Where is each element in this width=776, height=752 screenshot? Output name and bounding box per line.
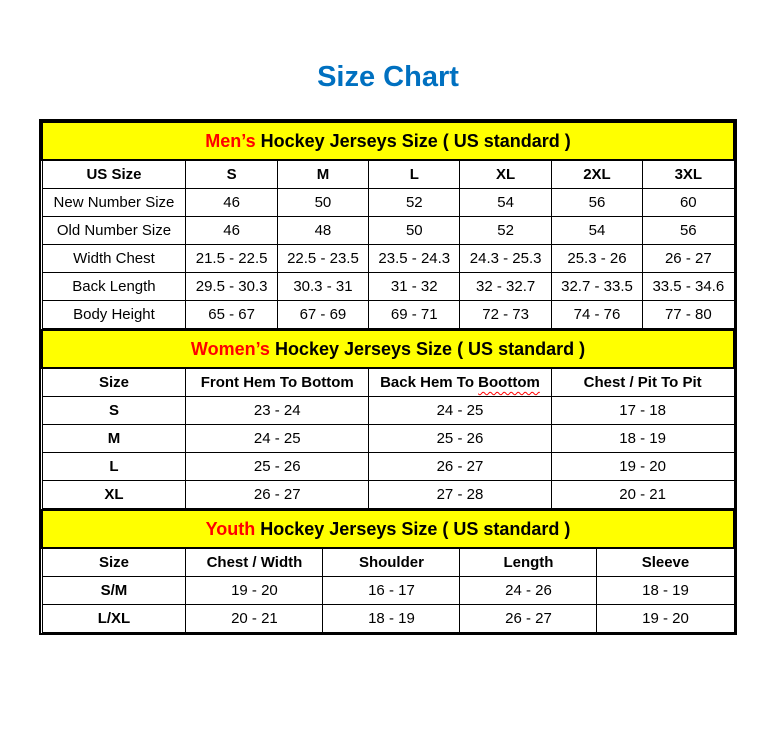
- size-value-cell: 52: [369, 189, 460, 217]
- size-value-cell: 24 - 25: [186, 425, 369, 453]
- size-value-cell: 30.3 - 31: [277, 273, 368, 301]
- mens-section-title-rest: Hockey Jerseys Size ( US standard ): [255, 130, 571, 151]
- womens-row-xl: [42, 481, 734, 509]
- size-value-cell: 24.3 - 25.3: [460, 245, 551, 273]
- size-value-cell: 69 - 71: [369, 301, 460, 329]
- mens-section-title-accent: Men’s: [205, 130, 256, 151]
- size-value-cell: 26 - 27: [186, 481, 369, 509]
- size-value-cell: 18 - 19: [551, 425, 734, 453]
- size-value-cell: 56: [643, 217, 734, 245]
- size-value-cell: 52: [460, 217, 551, 245]
- size-value-cell: 19 - 20: [597, 605, 734, 633]
- womens-col-back-hem: [369, 368, 552, 397]
- mens-row-body-height: [42, 301, 734, 329]
- row-label: L/XL: [42, 605, 186, 633]
- mens-section-band: [42, 122, 734, 160]
- size-value-cell: 29.5 - 30.3: [186, 273, 277, 301]
- youth-col-size: Size: [42, 548, 186, 577]
- size-value-cell: 31 - 32: [369, 273, 460, 301]
- size-value-cell: 60: [643, 189, 734, 217]
- youth-row-lxl: [42, 605, 734, 633]
- youth-section-title: [42, 510, 734, 548]
- row-label: Back Length: [42, 273, 186, 301]
- youth-col-sleeve: Sleeve: [597, 548, 734, 577]
- size-value-cell: 32 - 32.7: [460, 273, 551, 301]
- size-value-cell: 23 - 24: [186, 397, 369, 425]
- row-label: S/M: [42, 577, 186, 605]
- mens-col-us-size: US Size: [42, 160, 186, 189]
- womens-section-title-accent: Women’s: [190, 338, 270, 359]
- youth-section-title-accent: Youth: [205, 518, 256, 539]
- mens-col-s: S: [186, 160, 277, 189]
- size-value-cell: 24 - 26: [460, 577, 597, 605]
- size-value-cell: 20 - 21: [551, 481, 734, 509]
- size-value-cell: 74 - 76: [551, 301, 642, 329]
- size-value-cell: 33.5 - 34.6: [643, 273, 734, 301]
- size-value-cell: 18 - 19: [597, 577, 734, 605]
- size-value-cell: 46: [186, 217, 277, 245]
- size-value-cell: 48: [277, 217, 368, 245]
- mens-row-back-length: [42, 273, 734, 301]
- womens-col-size: Size: [42, 368, 186, 397]
- row-label: Body Height: [42, 301, 186, 329]
- youth-size-table: [41, 509, 735, 633]
- size-value-cell: 77 - 80: [643, 301, 734, 329]
- size-value-cell: 18 - 19: [323, 605, 460, 633]
- size-value-cell: 65 - 67: [186, 301, 277, 329]
- mens-row-width-chest: [42, 245, 734, 273]
- mens-col-3xl: 3XL: [643, 160, 734, 189]
- size-value-cell: 25 - 26: [186, 453, 369, 481]
- size-value-cell: 27 - 28: [369, 481, 552, 509]
- mens-header-row: [42, 160, 734, 189]
- size-value-cell: 22.5 - 23.5: [277, 245, 368, 273]
- mens-col-2xl: 2XL: [551, 160, 642, 189]
- size-value-cell: 19 - 20: [186, 577, 323, 605]
- size-value-cell: 25 - 26: [369, 425, 552, 453]
- back-hem-label-prefix: Back Hem To: [380, 374, 479, 391]
- size-value-cell: 50: [277, 189, 368, 217]
- size-value-cell: 54: [551, 217, 642, 245]
- size-chart: [39, 119, 737, 635]
- size-value-cell: 67 - 69: [277, 301, 368, 329]
- youth-section-band: [42, 510, 734, 548]
- size-value-cell: 17 - 18: [551, 397, 734, 425]
- size-value-cell: 54: [460, 189, 551, 217]
- size-value-cell: 16 - 17: [323, 577, 460, 605]
- row-label: M: [42, 425, 186, 453]
- womens-section-band: [42, 330, 734, 368]
- womens-row-s: [42, 397, 734, 425]
- mens-row-new-number: [42, 189, 734, 217]
- womens-row-l: [42, 453, 734, 481]
- size-value-cell: 26 - 27: [643, 245, 734, 273]
- misspelled-word: Boottom: [478, 374, 540, 391]
- row-label: Old Number Size: [42, 217, 186, 245]
- row-label: L: [42, 453, 186, 481]
- womens-header-row: [42, 368, 734, 397]
- size-value-cell: 19 - 20: [551, 453, 734, 481]
- size-value-cell: 24 - 25: [369, 397, 552, 425]
- womens-section-title-rest: Hockey Jerseys Size ( US standard ): [269, 338, 586, 359]
- youth-row-sm: [42, 577, 734, 605]
- size-value-cell: 25.3 - 26: [551, 245, 642, 273]
- womens-size-table: [41, 329, 735, 509]
- mens-col-xl: XL: [460, 160, 551, 189]
- youth-col-length: Length: [460, 548, 597, 577]
- size-value-cell: 26 - 27: [460, 605, 597, 633]
- size-value-cell: 20 - 21: [186, 605, 323, 633]
- size-value-cell: 21.5 - 22.5: [186, 245, 277, 273]
- row-label: New Number Size: [42, 189, 186, 217]
- mens-size-table: [41, 121, 735, 329]
- mens-section-title: [42, 122, 734, 160]
- womens-col-front-hem: Front Hem To Bottom: [186, 368, 369, 397]
- page-title: Size Chart: [317, 61, 459, 93]
- size-value-cell: 72 - 73: [460, 301, 551, 329]
- row-label: XL: [42, 481, 186, 509]
- size-value-cell: 26 - 27: [369, 453, 552, 481]
- womens-row-m: [42, 425, 734, 453]
- womens-section-title: [42, 330, 734, 368]
- youth-header-row: [42, 548, 734, 577]
- youth-section-title-rest: Hockey Jerseys Size ( US standard ): [255, 518, 571, 539]
- size-value-cell: 46: [186, 189, 277, 217]
- row-label: S: [42, 397, 186, 425]
- size-value-cell: 32.7 - 33.5: [551, 273, 642, 301]
- youth-col-shoulder: Shoulder: [323, 548, 460, 577]
- mens-row-old-number: [42, 217, 734, 245]
- size-value-cell: 56: [551, 189, 642, 217]
- youth-col-chest-width: Chest / Width: [186, 548, 323, 577]
- row-label: Width Chest: [42, 245, 186, 273]
- mens-col-l: L: [369, 160, 460, 189]
- womens-col-chest-pit: Chest / Pit To Pit: [551, 368, 734, 397]
- size-value-cell: 23.5 - 24.3: [369, 245, 460, 273]
- size-value-cell: 50: [369, 217, 460, 245]
- mens-col-m: M: [277, 160, 368, 189]
